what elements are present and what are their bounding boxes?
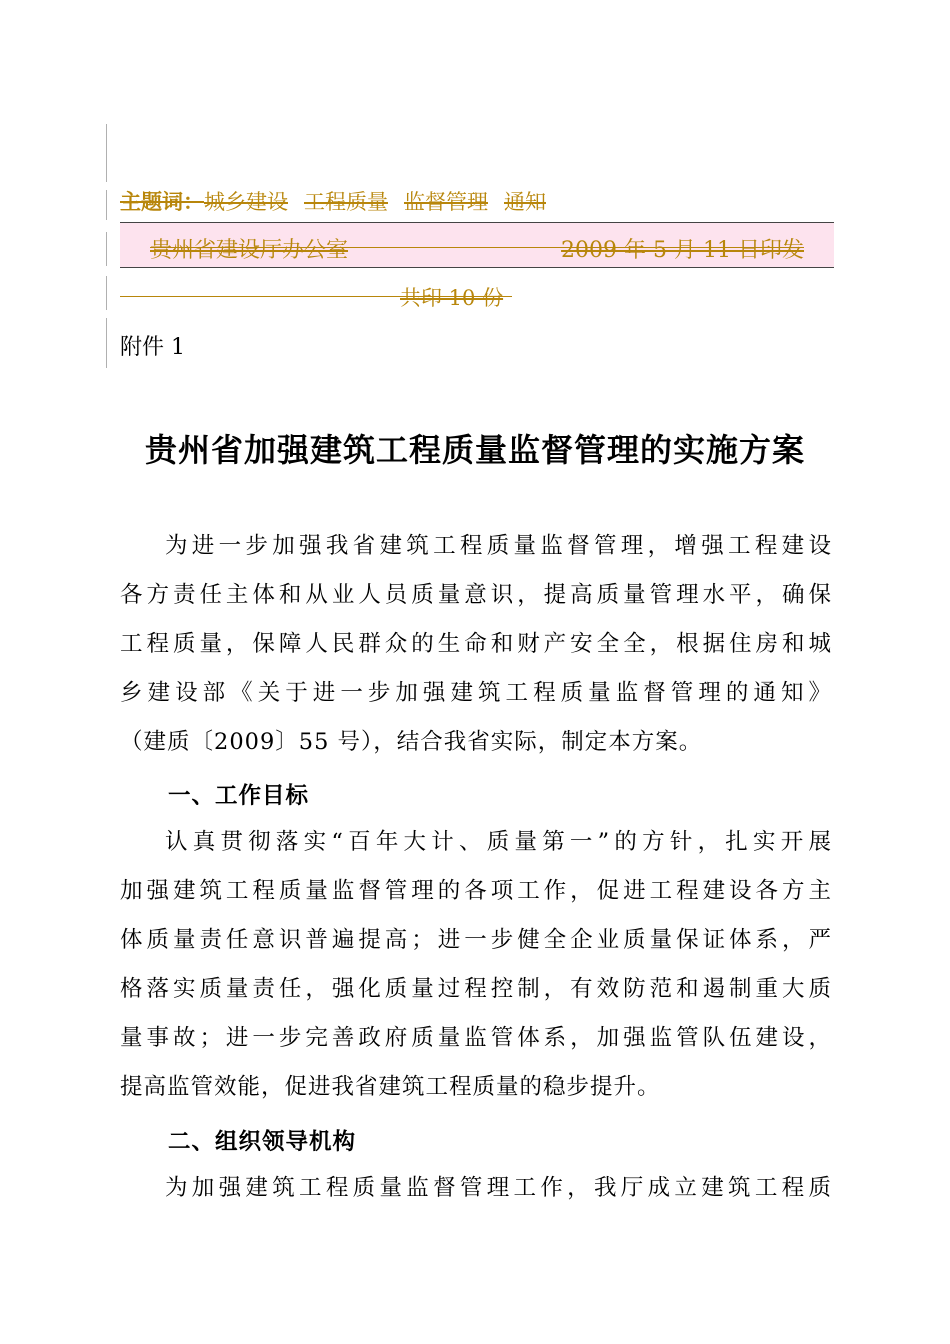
keyword: 监督管理 [404,190,488,214]
section2-paragraph [120,1164,832,1213]
issuing-office: 贵州省建设厅办公室 [150,238,349,263]
text-line: 加强建筑工程质量监督管理的各项工作，促进工程建设各方主 [120,878,832,904]
issuing-office-box [120,222,834,268]
revision-bar [106,318,107,368]
attachment-label: 附件 1 [120,335,185,360]
keyword: 城乡建设 [204,190,288,214]
text-line: 量事故；进一步完善政府质量监管体系，加强监管队伍建设， [120,1025,832,1051]
issue-date: 2009 年 5 月 11 日印发 [561,238,804,263]
text-line: 认真贯彻落实“百年大计、质量第一”的方针，扎实开展 [165,829,832,855]
text-line: 各方责任主体和从业人员质量意识，提高质量管理水平，确保 [120,582,832,608]
text-line: 为加强建筑工程质量监督管理工作，我厅成立建筑工程质 [165,1175,832,1201]
text-line: 格落实质量责任，强化质量过程控制，有效防范和遏制重大质 [120,976,832,1002]
print-copies: 共印 10 份 [400,286,504,310]
text-line: 体质量责任意识普遍提高；进一步健全企业质量保证体系，严 [120,927,832,953]
text-line: （建质〔2009〕55 号），结合我省实际，制定本方案。 [120,729,703,755]
keywords-label: 主题词： [120,189,204,214]
revision-bar [106,232,107,266]
section-heading: 二、组织领导机构 [168,1129,357,1155]
section-heading: 一、工作目标 [168,783,310,809]
text-line: 提高监管效能，促进我省建筑工程质量的稳步提升。 [120,1074,661,1100]
document-title: 贵州省加强建筑工程质量监督管理的实施方案 [144,431,805,469]
revision-bar [106,190,107,220]
intro-paragraph [120,522,832,767]
revision-bar [106,124,107,182]
text-line: 为进一步加强我省建筑工程质量监督管理，增强工程建设 [165,533,832,559]
subject-keywords [120,186,546,216]
text-line: 工程质量，保障人民群众的生命和财产安全全，根据住房和城 [120,631,832,657]
keyword: 通知 [504,190,546,214]
revision-bar [106,276,107,310]
text-line: 乡建设部《关于进一步加强建筑工程质量监督管理的通知》 [120,680,832,706]
section1-paragraph [120,818,832,1112]
keyword: 工程质量 [304,190,388,214]
